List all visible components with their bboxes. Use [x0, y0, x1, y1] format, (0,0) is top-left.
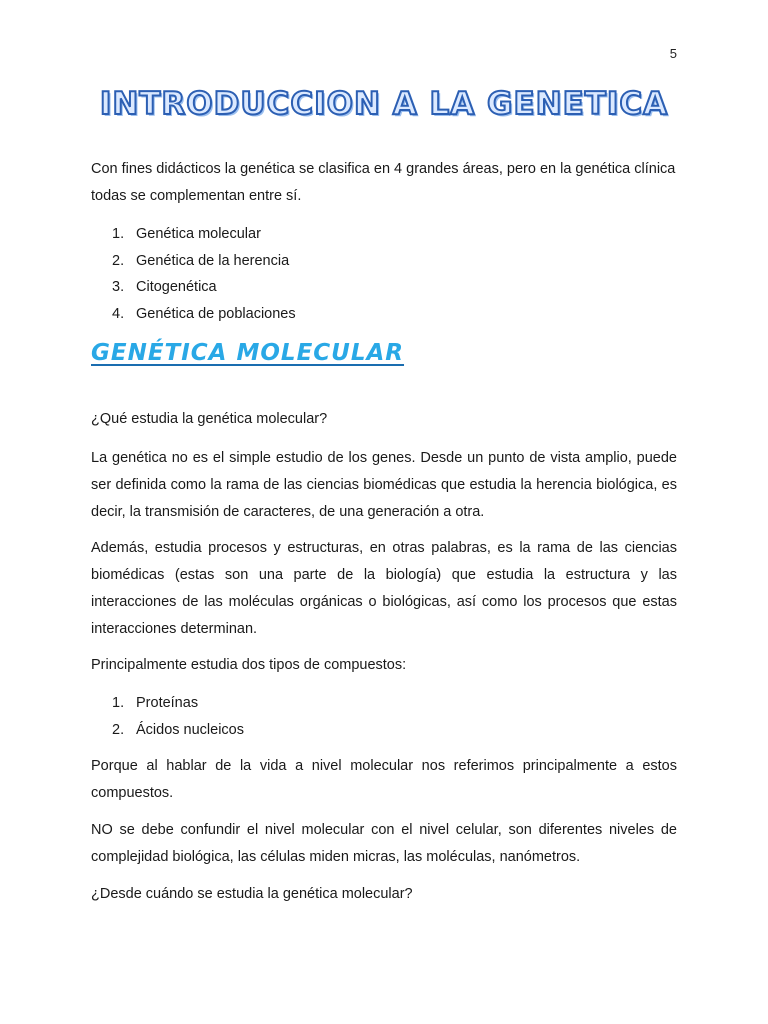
section-title: GENÉTICA MOLECULAR [91, 340, 405, 366]
paragraph: Principalmente estudia dos tipos de compuestos: [91, 657, 407, 673]
list-item: 2. Ácidos nucleicos [112, 721, 244, 738]
list-item: 2. Genética de la herencia [112, 252, 290, 269]
page-title: INTRODUCCION A LA GENETICA [99, 86, 669, 122]
list-item: 4. Genética de poblaciones [112, 305, 296, 322]
list-item: 1. Genética molecular [112, 226, 261, 242]
list-item: 1. Proteínas [112, 695, 199, 711]
compounds-list [112, 690, 244, 743]
intro-paragraph: Con fines didácticos la genética se clasifica en 4 grandes áreas, pero en la genética clínica todas se complementan entre sí. [91, 161, 676, 204]
paragraph: Porque al hablar de la vida a nivel molecular nos referimos principalmente a estos compuestos. [91, 758, 677, 801]
question-heading: ¿Desde cuándo se estudia la genética molecular? [91, 886, 413, 902]
paragraph: NO se debe confundir el nivel molecular con el nivel celular, son diferentes niveles de complejidad biológica, las células miden micras, las moléculas, nanómetros. [91, 822, 677, 865]
list-item: 3. Citogenética [112, 279, 217, 295]
paragraph: La genética no es el simple estudio de los genes. Desde un punto de vista amplio, puede ser definida como la rama de las ciencias biomédicas que estudia la herencia biológica, es decir, la transmisión de caracteres, de una generación a otra. [91, 450, 677, 520]
question-heading: ¿Qué estudia la genética molecular? [91, 411, 328, 427]
areas-list [112, 221, 296, 327]
paragraph: Además, estudia procesos y estructuras, en otras palabras, es la rama de las ciencias biomédicas (estas son una parte de la biología) que estudia la estructura y las interacciones de las moléculas orgánicas o biológicas, así como los procesos que estas interacciones determinan. [91, 540, 677, 637]
page-number: 5 [669, 46, 677, 61]
